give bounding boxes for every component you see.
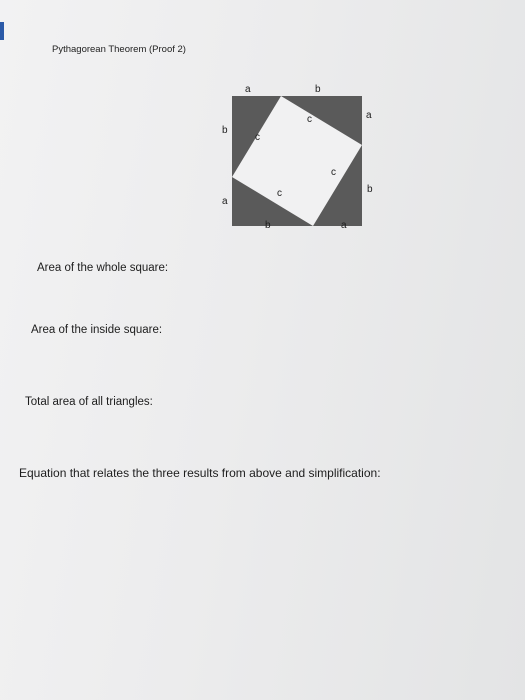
label-c-bottom: c: [277, 188, 282, 199]
label-left-b: b: [222, 125, 228, 136]
question-whole-square: Area of the whole square:: [37, 262, 169, 274]
label-bottom-a: a: [341, 220, 347, 231]
question-inside-square: Area of the inside square:: [31, 324, 163, 336]
label-left-a: a: [222, 196, 228, 207]
label-top-a: a: [245, 84, 251, 95]
label-c-right: c: [331, 167, 336, 178]
label-top-b: b: [315, 84, 321, 95]
question-equation: Equation that relates the three results from above and simplification:: [19, 466, 381, 480]
proof-diagram: [200, 74, 400, 244]
label-right-a: a: [366, 110, 372, 121]
label-c-left: c: [255, 132, 260, 143]
question-triangles: Total area of all triangles:: [25, 396, 153, 408]
label-bottom-b: b: [265, 220, 271, 231]
page-title: Pythagorean Theorem (Proof 2): [52, 44, 186, 55]
label-right-b: b: [367, 184, 373, 195]
page-edge-mark: [0, 22, 4, 40]
label-c-top: c: [307, 114, 312, 125]
